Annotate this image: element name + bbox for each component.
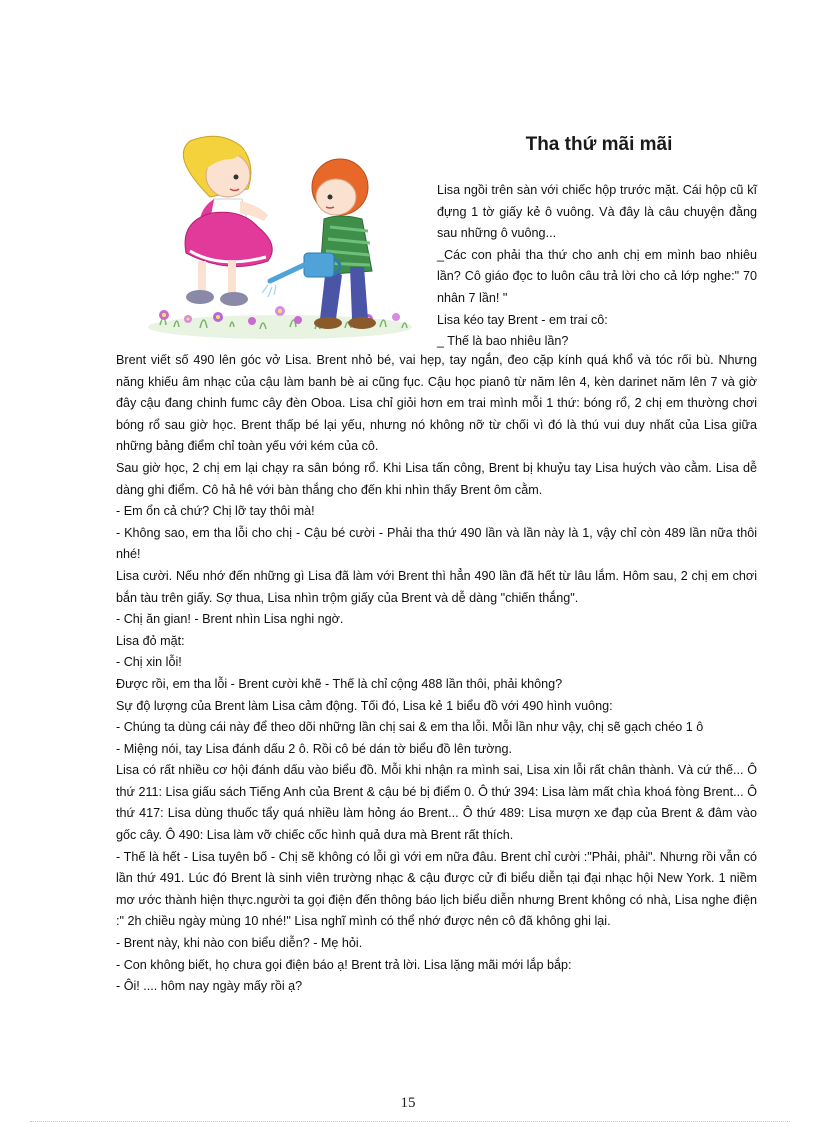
body-paragraph: - Brent này, khi nào con biểu diễn? - Mẹ hỏi. bbox=[116, 936, 363, 951]
body-paragraph: - Thế là hết - Lisa tuyên bố - Chị sẽ không có lỗi gì với em nữa đâu. Brent chỉ cười :"Phải, phải". Nhưng rồi vẫn có lần thứ 491. Lúc đó Brent là sinh viên trường nhạc & cậu được cử đi biểu diễn tại đại nhạc hội New York. 1 niềm mơ ước thành hiện thực.người ta gọi điện đến thông báo lịch biểu diễn nhưng Brent không có nhà, Lisa nghe điện :" 2h chiều ngày mùng 10 nhé!" Lisa nghĩ mình có thể nhớ được nên cô đã không ghi lại. bbox=[116, 849, 757, 929]
body-paragraph: Được rồi, em tha lỗi - Brent cười khẽ - Thế là chỉ cộng 488 lần thôi, phải không? bbox=[116, 676, 563, 691]
page-number: 15 bbox=[400, 1095, 416, 1111]
footer-divider bbox=[30, 1121, 790, 1122]
body-paragraph: Lisa cười. Nếu nhớ đến những gì Lisa đã làm với Brent thì hẳn 490 lần đã hết từ lâu lắm. Hôm sau, 2 chị em chơi bắn tàu trên giấy. Sợ thua, Lisa nhìn trộm giấy của Brent và dễ dàng "chiến thắng". bbox=[116, 568, 757, 605]
intro-column bbox=[437, 180, 757, 353]
story-body bbox=[116, 350, 757, 998]
story-title: Tha thứ mãi mãi bbox=[525, 134, 673, 155]
body-paragraph: Sự độ lượng của Brent làm Lisa cảm động. Tối đó, Lisa kẻ 1 biểu đồ với 490 hình vuông: bbox=[116, 698, 613, 713]
body-paragraph: - Chị xin lỗi! bbox=[116, 655, 182, 670]
body-paragraph: - Chúng ta dùng cái này để theo dõi những lần chị sai & em tha lỗi. Mỗi lần như vậy, chị sẽ gạch chéo 1 ô bbox=[116, 720, 704, 735]
girl-figure bbox=[183, 136, 272, 306]
intro-paragraph: _ Thế là bao nhiêu lần? bbox=[437, 334, 569, 349]
boy-figure bbox=[312, 159, 376, 329]
body-paragraph: - Em ổn cả chứ? Chị lỡ tay thôi mà! bbox=[116, 504, 315, 519]
body-paragraph: - Con không biết, họ chưa gọi điện báo ạ! Brent trả lời. Lisa lặng mãi mới lắp bắp: bbox=[116, 957, 572, 972]
intro-paragraph: _Các con phải tha thứ cho anh chị em mình bao nhiêu lần? Cô giáo đọc to luôn câu trả lời cho cả lớp nghe:" 70 nhân 7 lần! " bbox=[437, 247, 757, 305]
body-paragraph: Lisa có rất nhiều cơ hội đánh dấu vào biểu đồ. Mỗi khi nhận ra mình sai, Lisa xin lỗi rất chân thành. Và cứ thế... Ô thứ 211: Lisa giấu sách Tiếng Anh của Brent & cậu bé bị điểm 0. Ô thứ 394: Lisa làm mất chìa khoá fòng Brent... Ô thứ 417: Lisa dùng thuốc tẩy quá nhiều làm hỏng áo Brent... Ô thứ 489: Lisa mượn xe đạp của Brent & đâm vào gốc cây. Ô 490: Lisa làm vỡ chiếc cốc hình quả dưa mà Brent rất thích. bbox=[116, 763, 757, 843]
body-paragraph: Lisa đỏ mặt: bbox=[116, 633, 185, 648]
intro-paragraph: Lisa ngồi trên sàn với chiếc hộp trước mặt. Cái hộp cũ kĩ đựng 1 tờ giấy kẻ ô vuông. Và đây là câu chuyện đằng sau những ô vuông... bbox=[437, 183, 757, 241]
body-paragraph: - Chị ăn gian! - Brent nhìn Lisa nghi ngờ. bbox=[116, 612, 344, 627]
body-paragraph: Brent viết số 490 lên góc vở Lisa. Brent nhỏ bé, vai hẹp, tay ngắn, đeo cặp kính quá khổ và tóc rối bù. Nhưng năng khiếu âm nhạc của cậu làm banh bè ai cũng fục. Cậu học pianô từ năm lên 4, kèn darinet năm lên 7 và giờ đây cậu đang chinh fumc cây đèn Oboa. Lisa chỉ giỏi hơn em trai mình mỗi 1 thứ: bóng rổ, 2 chị em thường chơi bóng rổ sau giờ học. Brent thấp bé lại yếu, nhưng nó không nỡ từ chối vì đó là thú vui duy nhất của Lisa giữa những bảng điểm chỉ toàn yếu với kém của cô. bbox=[116, 353, 757, 454]
body-paragraph: - Miệng nói, tay Lisa đánh dấu 2 ô. Rồi cô bé dán tờ biểu đồ lên tường. bbox=[116, 741, 513, 756]
intro-paragraph: Lisa kéo tay Brent - em trai cô: bbox=[437, 312, 608, 327]
body-paragraph: Sau giờ học, 2 chị em lại chạy ra sân bóng rổ. Khi Lisa tấn công, Brent bị khuỷu tay Lisa huých vào cằm. Lisa dễ dàng ghi điểm. Cô hả hê với bàn thắng cho đến khi nhìn thấy Brent ôm cằm. bbox=[116, 460, 757, 497]
children-watering-flowers-illustration bbox=[140, 135, 425, 345]
body-paragraph: - Ôi! .... hôm nay ngày mấy rồi ạ? bbox=[116, 979, 303, 994]
body-paragraph: - Không sao, em tha lỗi cho chị - Cậu bé cười - Phải tha thứ 490 lần và lần này là 1, vậy chỉ còn 489 lần nữa thôi nhé! bbox=[116, 525, 757, 562]
